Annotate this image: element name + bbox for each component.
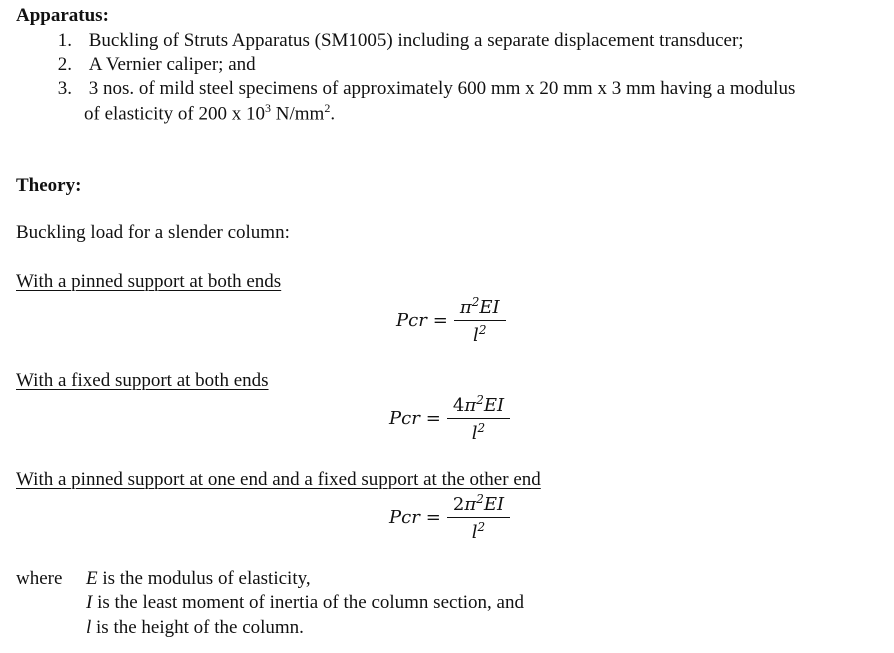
- case-label-fixed-both: With a fixed support at both ends: [16, 370, 269, 391]
- where-word: where: [16, 568, 63, 589]
- formula-lhs: Pcr: [389, 408, 420, 429]
- apparatus-item-1: [50, 31, 744, 50]
- fraction: [447, 394, 510, 443]
- formula-fixed-both: [389, 394, 510, 443]
- list-number: 2.: [57, 54, 72, 75]
- case-label-pinned-both: With a pinned support at both ends: [16, 271, 282, 292]
- sentence-end: .: [330, 103, 336, 125]
- numerator: $\pi^2EI$: [459, 295, 500, 318]
- where-line-e: [86, 569, 311, 588]
- unit-exponent: 2: [324, 101, 331, 115]
- case-label-pinned-fixed: With a pinned support at one end and a fixed support at the other end: [16, 469, 541, 490]
- fraction: [447, 493, 510, 542]
- symbol: I: [86, 592, 93, 613]
- definition: is the modulus of elasticity,: [97, 568, 311, 589]
- list-number: 1.: [57, 30, 72, 51]
- apparatus-heading: Apparatus:: [16, 5, 109, 26]
- list-number: 3.: [57, 78, 72, 99]
- where-line-l: [86, 618, 304, 637]
- theory-intro: Buckling load for a slender column:: [16, 222, 290, 243]
- apparatus-item-2: [50, 55, 256, 74]
- formula-lhs: Pcr: [389, 507, 420, 528]
- theory-heading: Theory:: [16, 175, 82, 196]
- list-item-text: Buckling of Struts Apparatus (SM1005) including a separate displacement transducer;: [88, 30, 744, 51]
- modulus-text: of elasticity of 200 x 10: [84, 103, 265, 125]
- definition: is the height of the column.: [91, 617, 304, 638]
- definition: is the least moment of inertia of the column section, and: [92, 592, 524, 613]
- unit-text: N/mm: [271, 103, 325, 125]
- list-item-text: A Vernier caliper; and: [88, 54, 256, 75]
- list-item-text: 3 nos. of mild steel specimens of approximately 600 mm x 20 mm x 3 mm having a modulus: [88, 78, 796, 99]
- numerator: $4\pi^2EI$: [452, 393, 505, 416]
- denominator: $l^2$: [471, 520, 486, 543]
- apparatus-item-3-continuation: [84, 102, 335, 123]
- denominator: $l^2$: [473, 323, 487, 346]
- formula-pinned-both: [396, 296, 506, 345]
- equals-sign: =: [432, 310, 448, 331]
- where-line-i: [86, 593, 524, 612]
- fraction: [454, 296, 506, 345]
- equals-sign: =: [425, 507, 441, 528]
- symbol: E: [86, 568, 98, 589]
- numerator: $2\pi^2EI$: [452, 492, 505, 515]
- symbol: l: [86, 617, 92, 638]
- equals-sign: =: [425, 408, 441, 429]
- formula-pinned-fixed: [389, 493, 510, 542]
- exponent: 3: [265, 101, 271, 115]
- formula-lhs: Pcr: [396, 310, 427, 331]
- apparatus-item-3: [50, 79, 795, 98]
- denominator: $l^2$: [471, 421, 486, 444]
